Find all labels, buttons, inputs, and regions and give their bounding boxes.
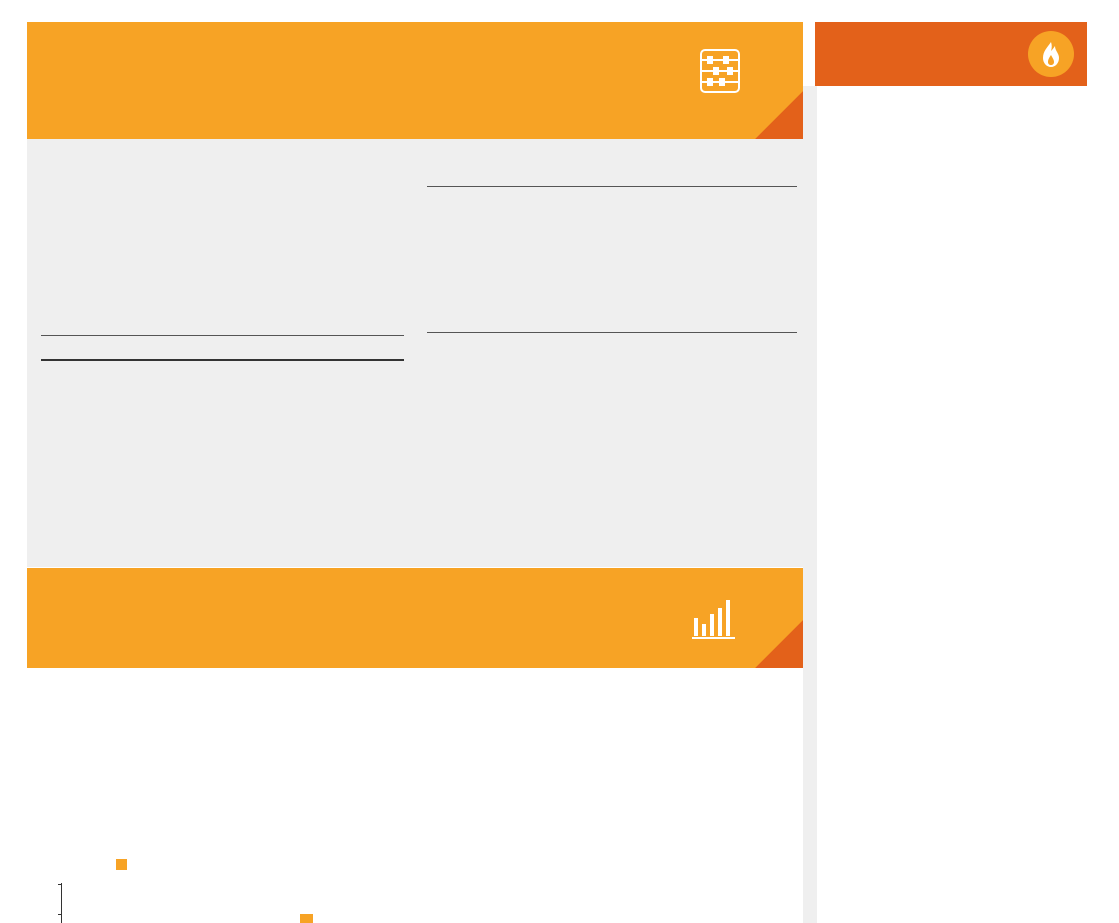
chart-bar <box>300 914 313 923</box>
abacus-icon <box>699 48 741 98</box>
consumi-fold-corner <box>755 620 803 668</box>
spesa-header <box>27 22 803 139</box>
accise-header-rule <box>427 332 797 333</box>
legend-swatch <box>116 859 127 870</box>
fornitura-panel <box>803 86 817 923</box>
y-tick-mark-2 <box>58 914 62 915</box>
fornitura-header <box>815 22 1087 86</box>
spesa-panel <box>27 139 803 567</box>
y-tick-mark-1 <box>58 884 62 885</box>
iva-header-rule <box>427 186 797 187</box>
y-axis <box>61 883 62 923</box>
sintesi-divider <box>41 335 404 336</box>
bar-chart-icon <box>691 596 737 644</box>
consumi-header <box>27 568 803 668</box>
header-fold-corner <box>755 91 803 139</box>
totale-divider <box>41 359 404 361</box>
flame-icon <box>1028 31 1074 77</box>
